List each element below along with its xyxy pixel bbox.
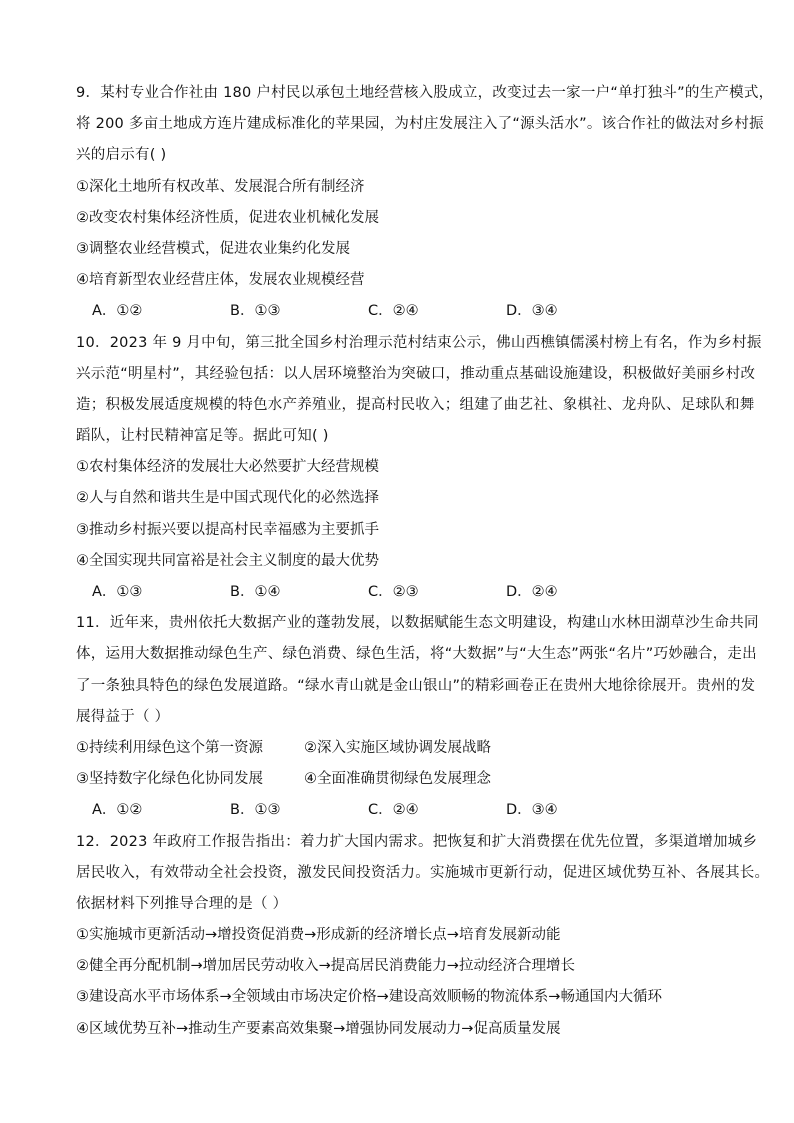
statement-4: ④全面准确贯彻绿色发展理念 [304, 771, 491, 788]
statement-2: ②健全再分配机制→增加居民劳动收入→提高居民消费能力→拉动经济合理增长 [76, 958, 575, 975]
statement-4: ④全国实现共同富裕是社会主义制度的最大优势 [76, 552, 379, 569]
statement-3: ③建设高水平市场体系→全领域由市场决定价格→建设高效顺畅的物流体系→畅通国内大循环 [76, 989, 662, 1006]
statement-1: ①持续利用绿色这个第一资源 [76, 739, 263, 756]
question-stem-line: 10．2023 年 9 月中旬，第三批全国乡村治理示范村结束公示，佛山西樵镇儒溪村榜上有名，作为乡村振 [76, 334, 762, 351]
question-9 [76, 78, 774, 328]
statement-4: ④培育新型农业经营庄体，发展农业规模经营 [76, 272, 365, 289]
question-stem-line: 9．某村专业合作社由 180 户村民以承包土地经营核入股成立，改变过去一家一户“单打独斗”的生产模式， [76, 85, 774, 101]
question-stem-line: 兴的启示有( ) [76, 147, 167, 164]
statement-3: ③推动乡村振兴要以提高村民幸福感为主要抓手 [76, 521, 379, 538]
option-a: A．①③ [92, 584, 143, 600]
question-stem-line: 体，运用大数据推动绿色生产、绿色消费、绿色生活，将“大数据”与“大生态”两张“名片”巧妙融合，走出 [76, 646, 757, 663]
statement-1: ①深化土地所有权改革、发展混合所有制经济 [76, 178, 365, 195]
answer-options [76, 296, 726, 327]
question-10 [76, 328, 762, 609]
option-a: A．①② [92, 303, 143, 320]
option-d: D．③④ [506, 802, 558, 819]
option-d: D．③④ [506, 303, 558, 320]
answer-options [76, 577, 726, 608]
statement-4: ④区域优势互补→推动生产要素高效集聚→增强协同发展动力→促高质量发展 [76, 1020, 561, 1037]
question-stem-line: 展得益于（ ） [76, 708, 170, 725]
question-stem-line: 兴示范“明星村”，其经验包括：以人居环境整治为突破口，推动重点基础设施建设，积极做好美丽乡村改 [76, 365, 756, 382]
option-c: C．②④ [368, 303, 419, 320]
question-stem-line: 12．2023 年政府工作报告指出：着力扩大国内需求。把恢复和扩大消费摆在优先位置，多渠道增加城乡 [76, 833, 758, 850]
question-stem-line: 蹈队，让村民精神富足等。据此可知( ) [76, 428, 329, 445]
statement-1: ①实施城市更新活动→增投资促消费→形成新的经济增长点→培育发展新动能 [76, 927, 561, 944]
option-a: A．①② [92, 802, 143, 819]
question-11 [76, 608, 759, 826]
statement-pair [76, 764, 726, 795]
question-stem-line: 造；积极发展适度规模的特色水产养殖业，提高村民收入；组建了曲艺社、象棋社、龙舟队、足球队和舞 [76, 396, 755, 413]
option-c: C．②④ [368, 802, 419, 819]
statement-2: ②深入实施区域协调发展战略 [304, 739, 491, 756]
statement-2: ②改变农村集体经济性质，促进农业机械化发展 [76, 209, 379, 226]
question-12 [76, 827, 770, 1045]
statement-1: ①农村集体经济的发展壮大必然要扩大经营规模 [76, 459, 379, 476]
answer-options [76, 795, 726, 826]
option-c: C．②③ [368, 584, 419, 600]
option-d: D．②④ [506, 584, 558, 600]
statement-3: ③调整农业经营模式，促进农业集约化发展 [76, 240, 350, 257]
option-b: B．①③ [230, 802, 281, 819]
question-stem-line: 将 200 多亩土地成方连片建成标准化的苹果园，为村庄发展注入了“源头活水”。该合作社的做法对乡村振 [76, 116, 764, 133]
question-stem-line: 了一条独具特色的绿色发展道路。“绿水青山就是金山银山”的精彩画卷正在贵州大地徐徐展开。贵州的发 [76, 677, 756, 694]
exam-page [76, 78, 774, 1045]
option-b: B．①④ [230, 584, 281, 600]
question-stem-line: 依据材料下列推导合理的是（ ） [76, 895, 288, 912]
question-stem-line: 居民收入，有效带动全社会投资，激发民间投资活力。实施城市更新行动，促进区域优势互补、各展其长。 [76, 864, 770, 881]
statement-2: ②人与自然和谐共生是中国式现代化的必然选择 [76, 490, 379, 507]
statement-3: ③坚持数字化绿色化协同发展 [76, 771, 263, 788]
option-b: B．①③ [230, 303, 281, 320]
question-stem-line: 11．近年来，贵州依托大数据产业的蓬勃发展，以数据赋能生态文明建设，构建山水林田湖草沙生命共同 [76, 615, 759, 632]
statement-pair [76, 733, 726, 764]
